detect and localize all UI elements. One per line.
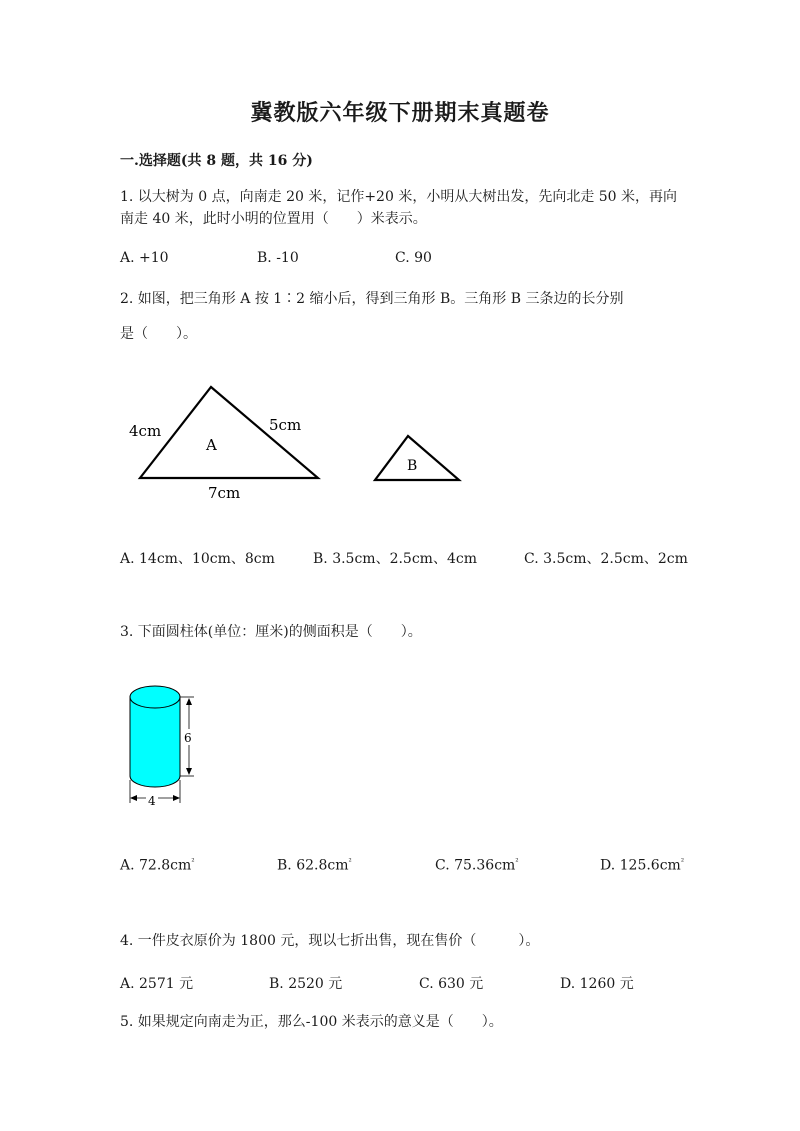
question-3-text: 3. 下面圆柱体(单位：厘米)的侧面积是（ ）。 (120, 624, 422, 640)
triangle-a-bottom-side-label: 7cm (208, 484, 241, 502)
q2-option-b: B. 3.5cm、2.5cm、4cm (313, 551, 477, 567)
q3-option-a-unit: ² (191, 857, 195, 866)
question-5-text: 5. 如果规定向南走为正，那么-100 米表示的意义是（ ）。 (120, 1014, 503, 1030)
q3-option-b (277, 857, 352, 874)
q3-option-d (600, 857, 684, 874)
q1-option-c: C. 90 (395, 250, 432, 266)
cylinder-body (130, 697, 180, 787)
cylinder-top (130, 686, 180, 708)
q3-option-d-unit: ² (680, 857, 685, 866)
q2-option-a: A. 14cm、10cm、8cm (120, 551, 275, 567)
triangle-a-left-side-label: 4cm (129, 422, 162, 440)
question-4-text: 4. 一件皮衣原价为 1800 元，现以七折出售，现在售价（ ）。 (120, 933, 540, 949)
q1-option-a: A. +10 (120, 250, 169, 266)
q3-option-b-unit: ² (348, 857, 352, 866)
q4-option-b: B. 2520 元 (269, 976, 343, 992)
question-2-text-line2: 是（ ）。 (120, 326, 197, 342)
cylinder-diameter-label: 4 (148, 794, 156, 808)
section-heading: 一.选择题(共 8 题，共 16 分) (120, 153, 313, 169)
q2-option-c: C. 3.5cm、2.5cm、2cm (524, 551, 688, 567)
q3-option-a-text: A. 72.8cm (120, 857, 192, 874)
triangle-b-label: B (407, 458, 418, 474)
triangle-a-label: A (206, 436, 217, 454)
q3-option-b-text: B. 62.8cm (277, 857, 349, 874)
q1-option-b: B. -10 (257, 250, 299, 266)
q4-option-a: A. 2571 元 (120, 976, 194, 992)
triangle-a-right-side-label: 5cm (269, 416, 302, 434)
q4-option-c: C. 630 元 (419, 976, 484, 992)
q4-option-d: D. 1260 元 (560, 976, 634, 992)
q3-option-c-unit: ² (515, 857, 519, 866)
question-1-text: 1. 以大树为 0 点，向南走 20 米，记作+20 米，小明从大树出发，先向北走 50 米，再向南走 40 米，此时小明的位置用（ ）米表示。 (120, 189, 678, 227)
q3-option-d-text: D. 125.6cm (600, 857, 681, 874)
question-2-text-line1: 2. 如图，把三角形 A 按 1∶2 缩小后，得到三角形 B。三角形 B 三条边的长分别 (120, 291, 624, 307)
page-title: 冀教版六年级下册期末真题卷 (250, 100, 550, 126)
cylinder-height-label: 6 (184, 731, 192, 745)
q3-option-a (120, 857, 195, 874)
q3-option-c-text: C. 75.36cm (435, 857, 516, 874)
q3-option-c (435, 857, 519, 874)
